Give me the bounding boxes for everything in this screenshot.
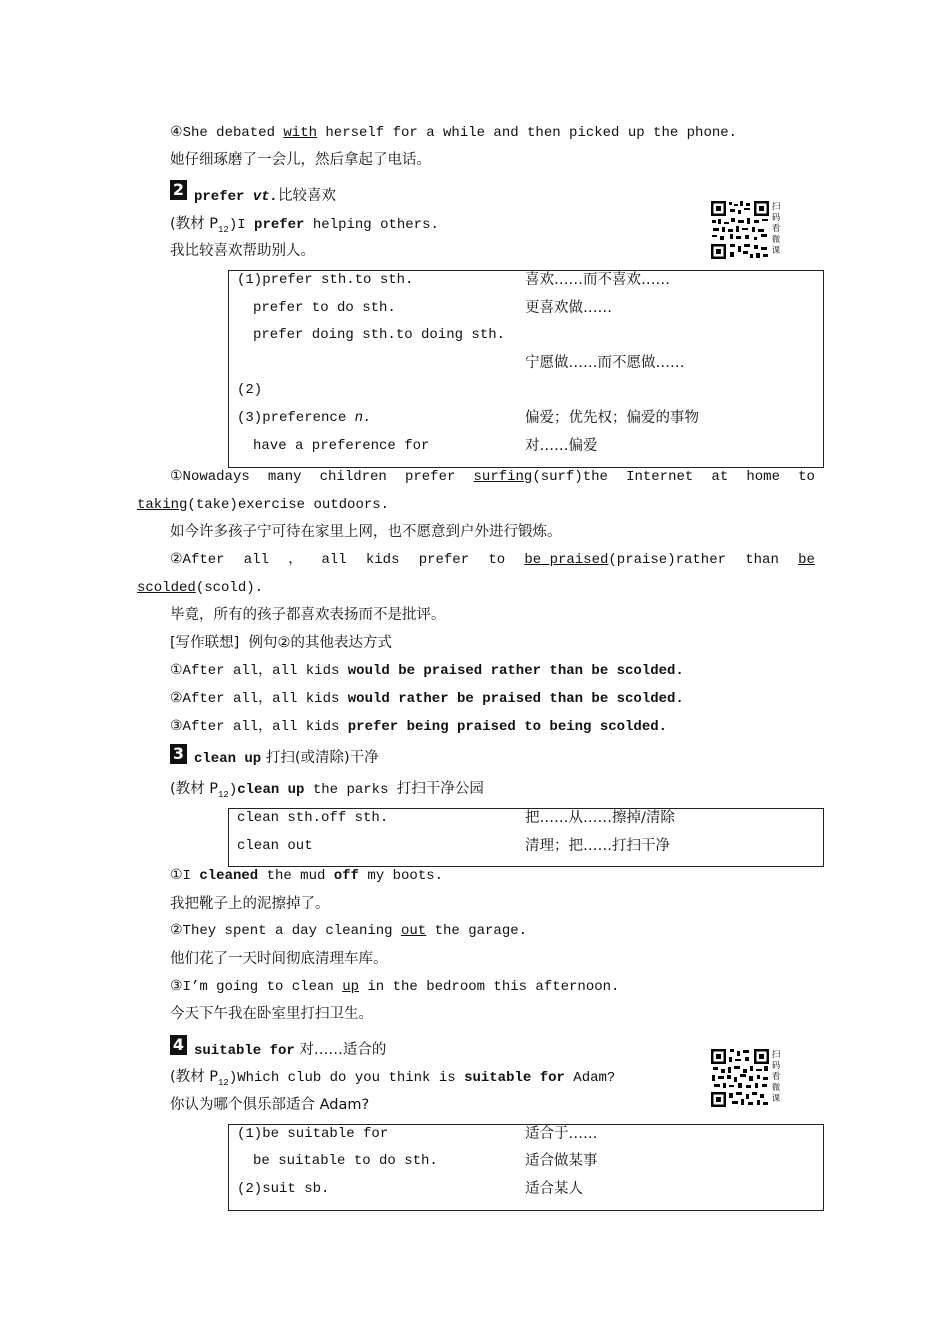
- table-cell-en: prefer doing sth.to doing sth.: [253, 327, 506, 343]
- answer-blank: surfing: [473, 469, 533, 485]
- qr-code-icon[interactable]: [710, 1048, 770, 1108]
- table-cell-en: prefer to do sth.: [253, 300, 396, 316]
- table-cell-en: (1)be suitable for: [237, 1126, 389, 1142]
- table-cell-cn: 对……偏爱: [525, 438, 598, 454]
- table-cell-en: (2)suit sb.: [237, 1181, 330, 1197]
- clean-example-2-cn: 他们花了一天时间彻底清理车库。: [170, 951, 388, 967]
- writing-association-heading: [写作联想] 例句②的其他表达方式: [170, 635, 393, 651]
- table-cell-en: (1)prefer sth.to sth.: [237, 272, 414, 288]
- table-cell-en: be suitable to do sth.: [253, 1153, 438, 1169]
- section-3-heading: clean up 打扫(或清除)干净: [194, 750, 379, 767]
- prefer-example-1-en-line2: taking(take)exercise outdoors.: [137, 497, 390, 513]
- alt-expression-2: ②After all，all kids would rather be praised than be scolded.: [170, 691, 684, 707]
- example-4-cn: 她仔细琢磨了一会儿，然后拿起了电话。: [170, 152, 431, 168]
- section-3-source: (教材 $P_{12})clean$ up the parks 打扫干净公园: [170, 781, 484, 800]
- clean-example-1-cn: 我把靴子上的泥擦掉了。: [170, 896, 330, 912]
- answer-blank: be praised: [524, 552, 609, 568]
- prefer-example-2-en-line2: scolded(scold).: [137, 580, 264, 596]
- qr-caption: 扫 码 看 微 课: [771, 1050, 781, 1104]
- table-cell-en: clean sth.off sth.: [237, 810, 389, 826]
- table-cell-cn: 适合做某事: [525, 1153, 598, 1169]
- clean-example-2-en: ②They spent a day cleaning out the garage.: [170, 923, 528, 939]
- table-cell-en: clean out: [237, 838, 313, 854]
- table-cell-cn: 适合于……: [525, 1126, 598, 1142]
- qr-caption: 扫 码 看 微 课: [771, 202, 781, 256]
- prefer-example-1-en: ①Nowadays many children prefer surfing(surf)the Internet at home to: [170, 469, 815, 485]
- section-number-2: 2: [170, 180, 187, 200]
- table-cell-cn: 宁愿做……而不愿做……: [525, 355, 685, 371]
- table-cell-cn: 更喜欢做……: [525, 300, 612, 316]
- section-2-source: (教材 $P_{12})I$ prefer helping others.: [170, 216, 439, 235]
- qr-code-icon[interactable]: [710, 200, 770, 260]
- alt-expression-3: ③After all，all kids prefer being praised to being scolded.: [170, 719, 668, 735]
- clean-example-1-en: ①I cleaned the mud off my boots.: [170, 868, 444, 884]
- clean-example-3-cn: 今天下午我在卧室里打扫卫生。: [170, 1006, 373, 1022]
- section-4-heading: suitable for 对……适合的: [194, 1042, 387, 1059]
- section-4-source: (教材 $P_{12})Which$ club do you think is suitable for Adam?: [170, 1069, 616, 1088]
- clean-example-3-en: ③I’m going to clean up in the bedroom this afternoon.: [170, 979, 620, 995]
- table-cell-cn: 清理；把……打扫干净: [525, 838, 670, 854]
- section-2-heading: prefer vt.比较喜欢: [194, 188, 337, 205]
- table-cell-cn: 把……从……擦掉/清除: [525, 810, 675, 826]
- alt-expression-1: ①After all，all kids would be praised rather than be scolded.: [170, 663, 684, 679]
- table-cell-en: have a preference for: [253, 438, 430, 454]
- section-4-source-cn: 你认为哪个俱乐部适合 Adam?: [170, 1097, 370, 1113]
- table-cell-cn: 喜欢……而不喜欢……: [525, 272, 670, 288]
- prefer-example-2-en: ②After all ， all kids prefer to be praised(praise)rather than be: [170, 552, 815, 568]
- prefer-example-2-cn: 毕竟，所有的孩子都喜欢表扬而不是批评。: [170, 607, 446, 623]
- table-cell-en: (2): [237, 382, 263, 398]
- example-4-en: ④She debated with herself for a while and then picked up the phone.: [170, 125, 738, 141]
- section-number-4: 4: [170, 1035, 187, 1055]
- table-cell-en: (3)preference n.: [237, 410, 372, 426]
- section-number-3: 3: [170, 744, 187, 764]
- section-2-source-cn: 我比较喜欢帮助别人。: [170, 243, 315, 259]
- prefer-example-1-cn: 如今许多孩子宁可待在家里上网，也不愿意到户外进行锻炼。: [170, 524, 562, 540]
- table-cell-cn: 适合某人: [525, 1181, 583, 1197]
- table-cell-cn: 偏爱；优先权；偏爱的事物: [525, 410, 699, 426]
